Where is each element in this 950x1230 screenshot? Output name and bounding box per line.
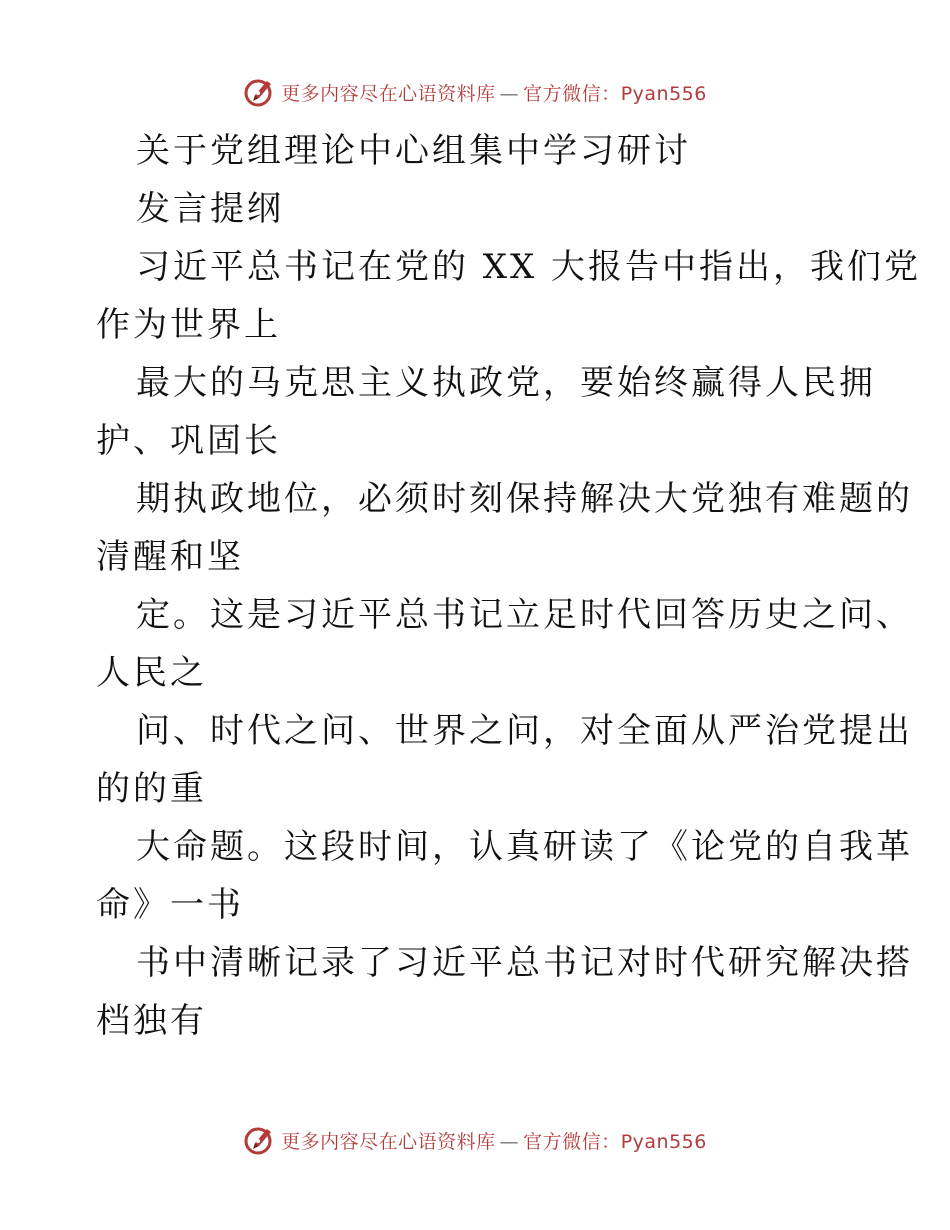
pen-nib-circle-logo-icon <box>243 1123 277 1157</box>
doc-line: 定。这是习近平总书记立足时代回答历史之问、 <box>136 595 913 635</box>
doc-line: 习近平总书记在党的 XX 大报告中指出，我们党 <box>136 247 922 287</box>
doc-line: 护、巩固长 <box>96 421 281 461</box>
doc-line: 档独有 <box>96 1001 207 1041</box>
banner-prefix: 更多内容尽在心语资料库 <box>281 82 496 105</box>
doc-line: 的的重 <box>96 769 207 809</box>
banner-handle: Pyan556 <box>620 1130 707 1153</box>
doc-line: 命》一书 <box>96 885 244 925</box>
banner-suffix: 官方微信： <box>523 1130 621 1153</box>
doc-line: 问、时代之问、世界之问，对全面从严治党提出 <box>136 711 913 751</box>
header-banner <box>0 72 950 112</box>
doc-line: 书中清晰记录了习近平总书记对时代研究解决搭 <box>136 943 913 983</box>
doc-line: 期执政地位，必须时刻保持解决大党独有难题的 <box>136 479 913 519</box>
banner-separator: — <box>499 1130 520 1153</box>
footer-banner <box>0 1120 950 1160</box>
banner-suffix: 官方微信： <box>523 82 621 105</box>
doc-line: 大命题。这段时间，认真研读了《论党的自我革 <box>136 827 913 867</box>
banner-prefix: 更多内容尽在心语资料库 <box>281 1130 496 1153</box>
doc-title-line-2: 发言提纲 <box>136 189 284 229</box>
document-body <box>96 122 922 1050</box>
doc-title-line-1: 关于党组理论中心组集中学习研讨 <box>136 131 691 171</box>
doc-line: 清醒和坚 <box>96 537 244 577</box>
pen-nib-circle-logo-icon <box>243 75 277 109</box>
doc-line: 人民之 <box>96 653 207 693</box>
banner-text <box>281 79 707 106</box>
doc-line: 作为世界上 <box>96 305 281 345</box>
banner-text <box>281 1127 707 1154</box>
banner-separator: — <box>499 82 520 105</box>
banner-handle: Pyan556 <box>620 82 707 105</box>
doc-line: 最大的马克思主义执政党，要始终赢得人民拥 <box>136 363 876 403</box>
